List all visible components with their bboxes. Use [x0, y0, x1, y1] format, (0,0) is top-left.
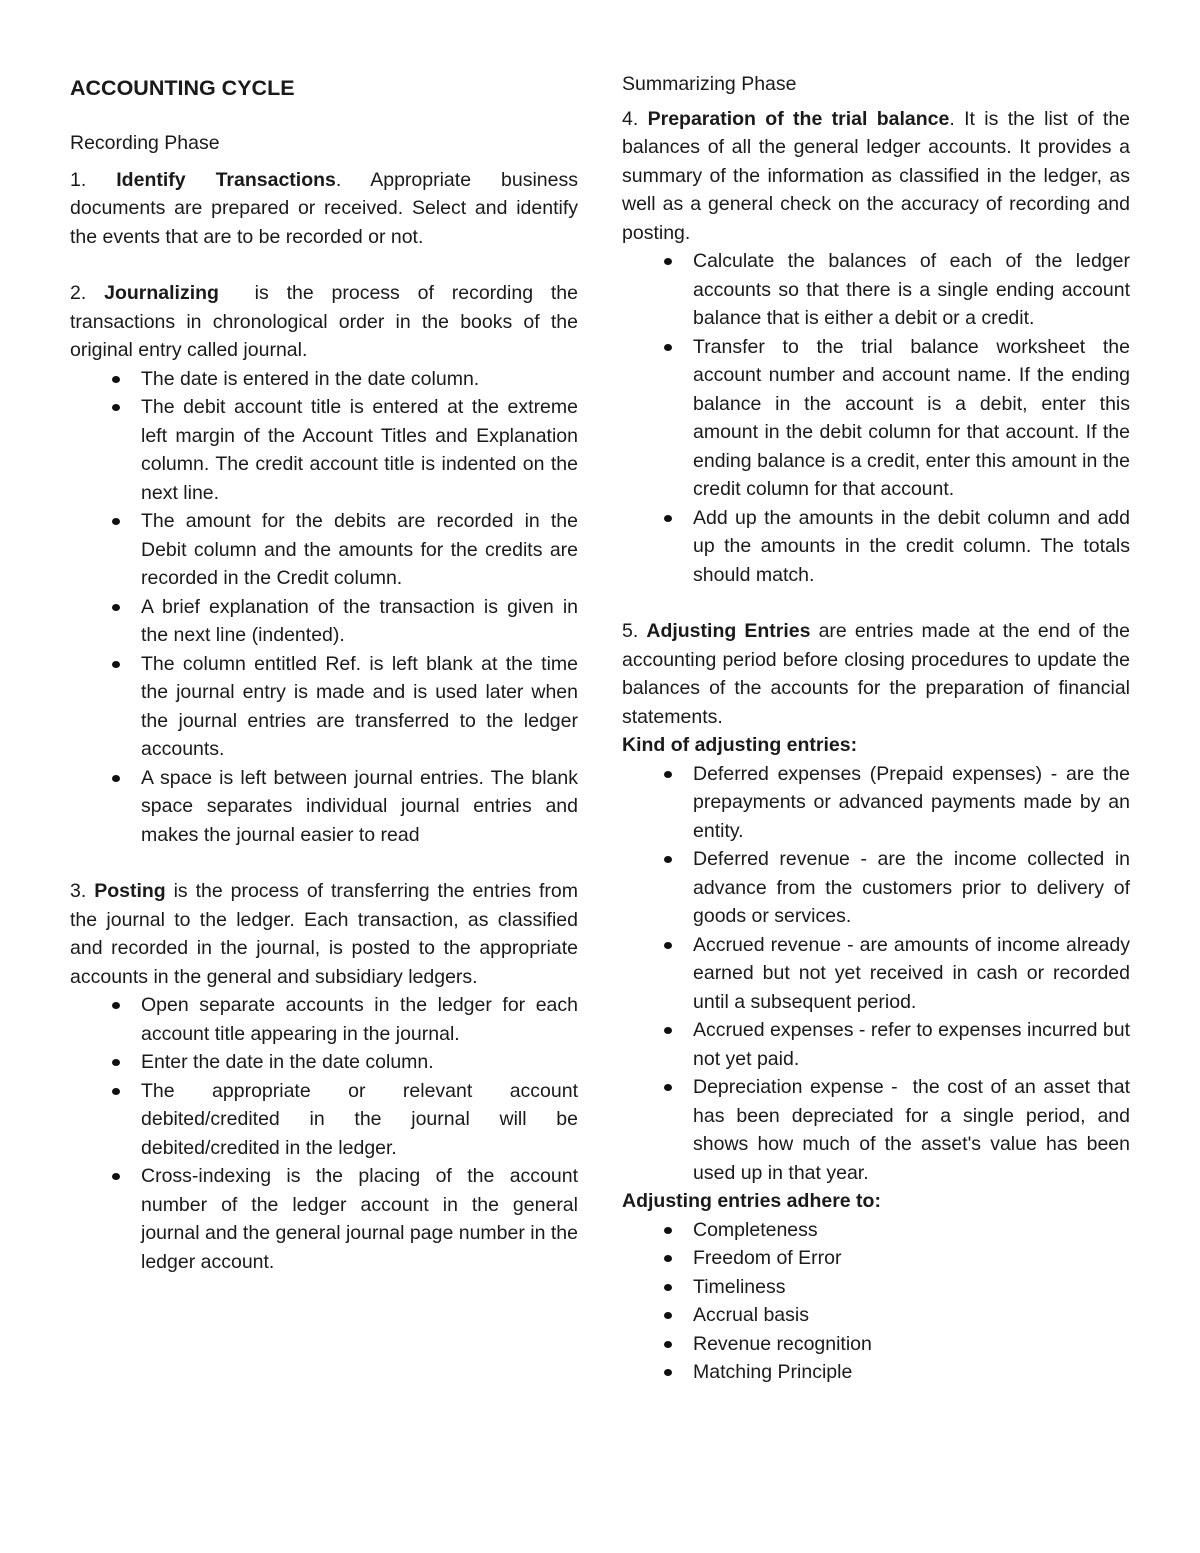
bullet-icon — [664, 258, 672, 265]
journalizing-bullet-list — [70, 365, 578, 850]
bullet-icon — [664, 515, 672, 522]
bullet-icon — [664, 1084, 672, 1091]
list-item: Freedom of Error — [622, 1244, 1130, 1273]
list-item: Accrued expenses - refer to expenses incurred but not yet paid. — [622, 1016, 1130, 1073]
bullet-icon — [664, 1027, 672, 1034]
bullet-icon — [112, 604, 120, 611]
list-item: A brief explanation of the transaction is given in the next line (indented). — [70, 593, 578, 650]
list-item: The column entitled Ref. is left blank at the time the journal entry is made and is used later when the journal entries are transferred to the ledger accounts. — [70, 650, 578, 764]
step-2-journalizing — [70, 279, 584, 365]
list-item: Deferred revenue - are the income collected in advance from the customers prior to delivery of goods or services. — [622, 845, 1130, 931]
list-item: Cross-indexing is the placing of the account number of the ledger account in the general journal and the general journal page number in the ledger account. — [70, 1162, 578, 1276]
step-body: . It is the list of the balances of all the general ledger accounts. It provides a summary of the information as classified in the ledger, as well as a general check on the accuracy of recording and posting. — [622, 107, 1131, 244]
step-number: 2. — [70, 282, 105, 304]
bullet-icon — [664, 1341, 672, 1348]
list-item: Deferred expenses (Prepaid expenses) - are the prepayments or advanced payments made by an entity. — [622, 760, 1130, 846]
step-4-trial-balance — [622, 105, 1130, 248]
bullet-icon — [664, 1312, 672, 1319]
list-item: Matching Principle — [622, 1358, 1130, 1387]
step-body: . Appropriate business documents are prepared or received. Select and identify the events that are to be recorded or not. — [70, 168, 578, 248]
bullet-icon — [664, 344, 672, 351]
bullet-icon — [112, 376, 120, 383]
list-item: The debit account title is entered at the extreme left margin of the Account Titles and Explanation column. The credit account title is indented on the next line. — [70, 393, 578, 507]
document-title: ACCOUNTING CYCLE — [70, 76, 295, 100]
bullet-icon — [112, 518, 120, 525]
summarizing-phase-label: Summarizing Phase — [622, 73, 797, 95]
step-term: Identify Transactions — [116, 168, 336, 191]
list-item: Completeness — [622, 1216, 1130, 1245]
step-term: Journalizing — [104, 282, 219, 304]
bullet-icon — [664, 1227, 672, 1234]
step-number: 5. — [622, 620, 647, 642]
list-item: The date is entered in the date column. — [70, 365, 578, 394]
bullet-icon — [112, 661, 120, 668]
bullet-icon — [112, 1173, 120, 1180]
bullet-icon — [664, 942, 672, 949]
step-number: 3. — [70, 880, 95, 902]
list-item: The amount for the debits are recorded in the Debit column and the amounts for the credits are recorded in the Credit column. — [70, 507, 578, 593]
step-number: 1. — [70, 168, 117, 191]
step-term: Adjusting Entries — [646, 620, 811, 642]
step-term: Preparation of the trial balance — [647, 107, 950, 130]
bullet-icon — [664, 771, 672, 778]
step-number: 4. — [622, 107, 648, 130]
list-item: Enter the date in the date column. — [70, 1048, 578, 1077]
posting-bullet-list — [70, 991, 589, 1276]
right-column — [622, 70, 1136, 1387]
list-item: A space is left between journal entries. The blank space separates individual journal entries and makes the journal easier to read — [70, 764, 578, 850]
bullet-icon — [664, 1255, 672, 1262]
list-item: Open separate accounts in the ledger for each account title appearing in the journal. — [70, 991, 578, 1048]
adhere-heading: Adjusting entries adhere to: — [622, 1190, 881, 1212]
list-item: Revenue recognition — [622, 1330, 1130, 1359]
bullet-icon — [664, 1284, 672, 1291]
bullet-icon — [112, 1002, 120, 1009]
bullet-icon — [112, 1088, 120, 1095]
bullet-icon — [112, 1059, 120, 1066]
step-3-posting — [70, 877, 578, 991]
list-item: Accrued revenue - are amounts of income already earned but not yet received in cash or recorded until a subsequent period. — [622, 931, 1130, 1017]
step-5-adjusting-entries — [622, 617, 1130, 731]
bullet-icon — [664, 1369, 672, 1376]
bullet-icon — [664, 856, 672, 863]
list-item: Add up the amounts in the debit column and add up the amounts in the credit column. The totals should match. — [622, 504, 1130, 590]
list-item: Calculate the balances of each of the ledger accounts so that there is a single ending account balance that is either a debit or a credit. — [622, 247, 1130, 333]
list-item: Timeliness — [622, 1273, 1130, 1302]
step-term: Posting — [94, 880, 166, 902]
bullet-icon — [112, 775, 120, 782]
list-item: Depreciation expense - the cost of an asset that has been depreciated for a single period, and shows how much of the asset's value has been used up in that year. — [622, 1073, 1130, 1187]
adhere-bullet-list — [622, 1216, 1130, 1387]
left-column — [70, 70, 589, 1276]
step-body: is the process of transferring the entries from the journal to the ledger. Each transaction, as classified and recorded in the journal, is posted to the appropriate accounts in the general and subsidiary ledgers. — [70, 880, 578, 988]
list-item: Accrual basis — [622, 1301, 1130, 1330]
trial-balance-bullet-list — [622, 247, 1130, 589]
step-body: are entries made at the end of the accounting period before closing procedures to update the balances of the accounts for the preparation of financial statements. — [622, 620, 1130, 728]
bullet-icon — [112, 404, 120, 411]
step-1-identify-transactions — [70, 166, 578, 252]
kinds-heading: Kind of adjusting entries: — [622, 734, 858, 756]
kinds-bullet-list — [622, 760, 1136, 1188]
recording-phase-label: Recording Phase — [70, 132, 220, 154]
list-item: The appropriate or relevant account debited/credited in the journal will be debited/credited in the ledger. — [70, 1077, 578, 1163]
step-body: is the process of recording the transactions in chronological order in the books of the original entry called journal. — [70, 282, 584, 361]
list-item: Transfer to the trial balance worksheet the account number and account name. If the ending balance in the account is a debit, enter this amount in the debit column for that account. If the ending balance is a credit, enter this amount in the credit column for that account. — [622, 333, 1130, 504]
